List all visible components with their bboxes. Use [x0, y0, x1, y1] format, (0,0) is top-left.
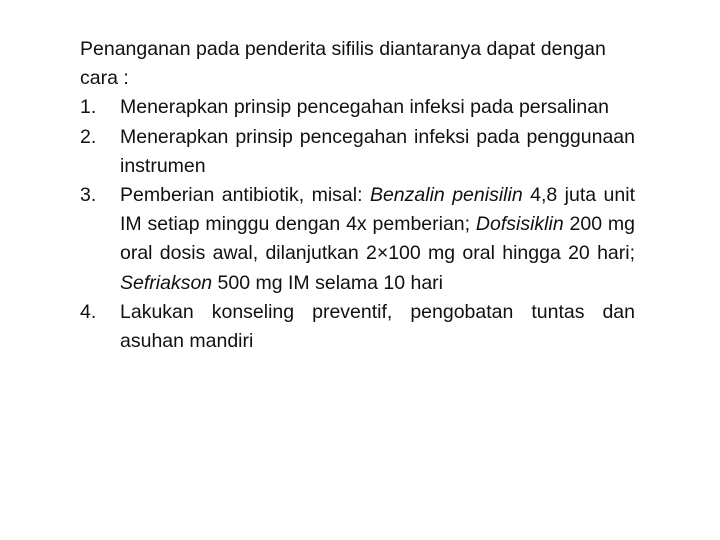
- list-number: 3.: [80, 184, 97, 207]
- list-item-text: Menerapkan prinsip pencegahan infeksi pada persalinan: [120, 96, 609, 119]
- list-item: [80, 93, 635, 122]
- list-item-text: 200 mg oral dosis awal, dilanjutkan 2×100 mg oral hingga 20 hari;: [120, 213, 635, 265]
- list-item-text: Menerapkan prinsip pencegahan infeksi pada penggunaan instrumen: [120, 125, 635, 177]
- drug-name: Dofsisiklin: [475, 213, 564, 236]
- drug-name: Sefriakson: [120, 271, 213, 294]
- list-item: [80, 181, 635, 298]
- intro-text: Penanganan pada penderita sifilis diantaranya dapat dengan cara :: [80, 38, 606, 90]
- drug-name: Benzalin penisilin: [369, 184, 523, 207]
- slide-content: [80, 35, 635, 356]
- list-item-text: Pemberian antibiotik, misal:: [120, 184, 370, 207]
- list-item-text: 4,8 juta unit IM setiap minggu dengan 4x pemberian;: [120, 184, 635, 236]
- list-item-text: 500 mg IM selama 10 hari: [212, 271, 443, 294]
- list-number: 4.: [80, 300, 97, 323]
- list-item-text: Lakukan konseling preventif, pengobatan tuntas dan asuhan mandiri: [120, 300, 635, 353]
- list-item: [80, 298, 635, 356]
- list-number: 2.: [80, 125, 97, 148]
- list-number: 1.: [80, 96, 97, 119]
- list-item: [80, 123, 635, 181]
- steps-list: [80, 93, 635, 356]
